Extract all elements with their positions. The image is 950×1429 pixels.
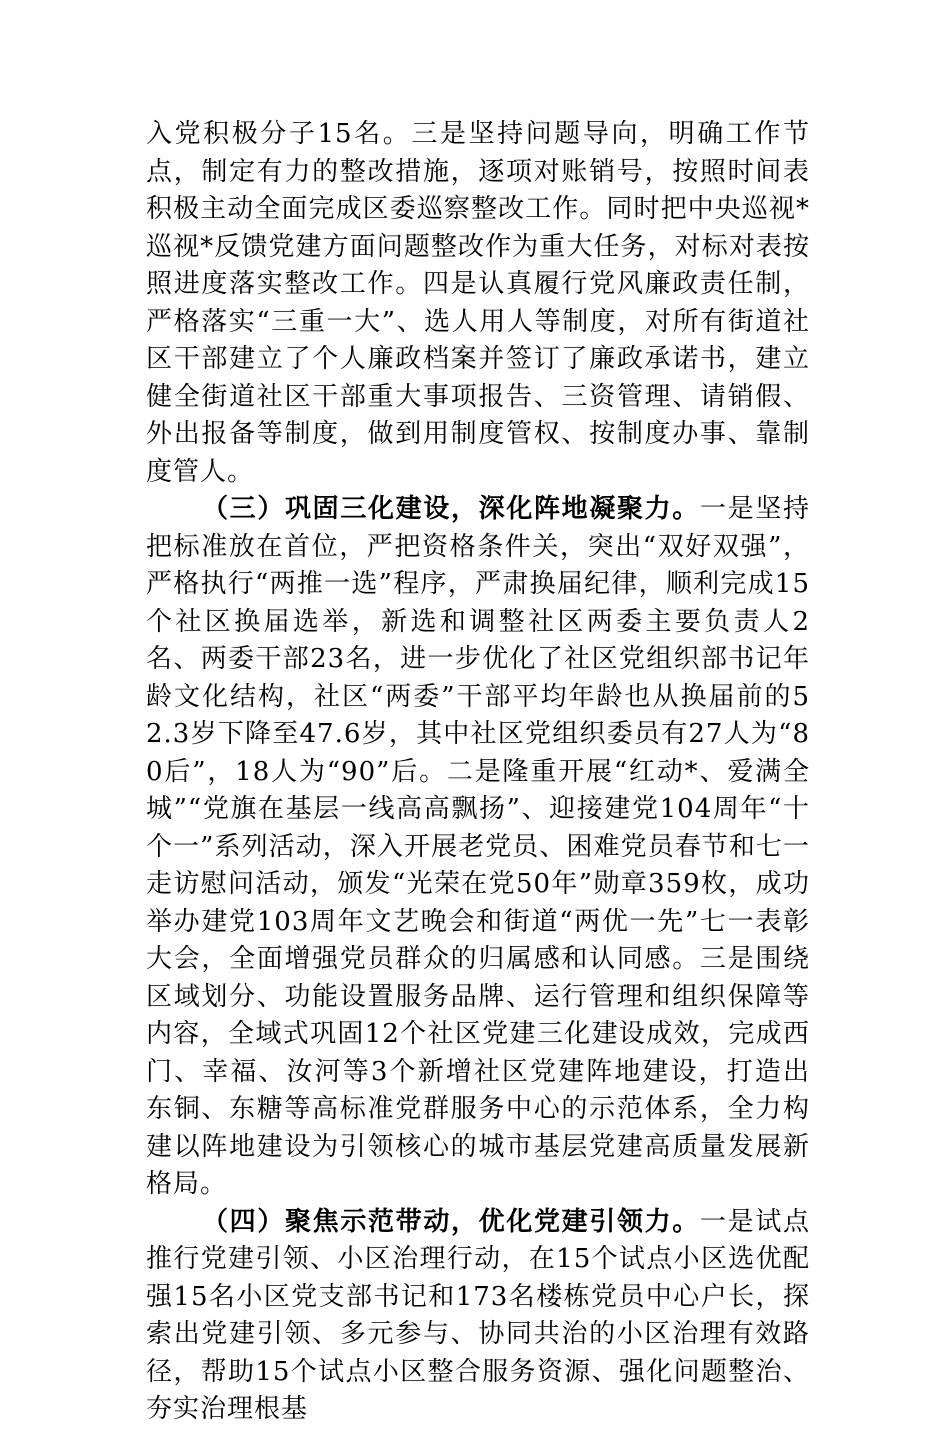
section-heading: （三）巩固三化建设，深化阵地凝聚力。 [202, 494, 700, 524]
paragraph-continuation [146, 116, 810, 491]
paragraph-text: 一是坚持把标准放在首位，严把资格条件关，突出“双好双强”，严格执行“两推一选”程序，严肃换届纪律，顺利完成15个社区换届选举，新选和调整社区两委主要负责人2名、两委干部23名，进一步优化了社区党组织部书记年龄文化结构，社区“两委”干部平均年龄也从换届前的52.3岁下降至47.6岁，其中社区党组织委员有27人为“80后”，18人为“90”后。二是隆重开展“红动*、爱满全城”“党旗在基层一线高高飘扬”、迎接建党104周年“十个一”系列活动，深入开展老党员、困难党员春节和七一走访慰问活动，颁发“光荣在党50年”勋章359枚，成功举办建党103周年文艺晚会和街道“两优一先”七一表彰大会，全面增强党员群众的归属感和认同感。三是围绕区域划分、功能设置服务品牌、运行管理和组织保障等内容，全域式巩固12个社区党建三化建设成效，完成西门、幸福、汝河等3个新增社区党建阵地建设，打造出东铜、东糖等高标准党群服务中心的示范体系，全力构建以阵地建设为引领核心的城市基层党建高质量发展新格局。 [146, 494, 810, 1199]
paragraph-text: 入党积极分子15名。三是坚持问题导向，明确工作节点，制定有力的整改措施，逐项对账销号，按照时间表积极主动全面完成区委巡察整改工作。同时把中央巡视*巡视*反馈党建方面问题整改作为重大任务，对标对表按照进度落实整改工作。四是认真履行党风廉政责任制，严格落实“三重一大”、选人用人等制度，对所有街道社区干部建立了个人廉政档案并签订了廉政承诺书，建立健全街道社区干部重大事项报告、三资管理、请销假、外出报备等制度，做到用制度管权、按制度办事、靠制度管人。 [146, 119, 810, 487]
paragraph-text: 一是试点推行党建引领、小区治理行动，在15个试点小区选优配强15名小区党支部书记和173名楼栋党员中心户长，探索出党建引领、多元参与、协同共治的小区治理有效路径，帮助15个试点小区整合服务资源、强化问题整治、夯实治理根基 [146, 1206, 810, 1424]
paragraph-section-three [146, 491, 810, 1204]
section-heading: （四）聚焦示范带动，优化党建引领力。 [202, 1206, 700, 1237]
document-body [146, 116, 810, 1429]
paragraph-section-four [146, 1204, 810, 1429]
